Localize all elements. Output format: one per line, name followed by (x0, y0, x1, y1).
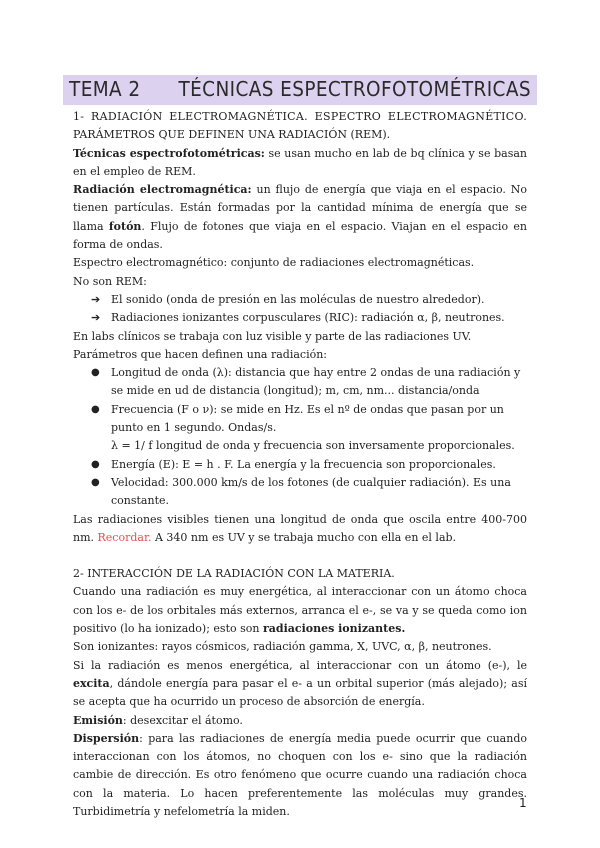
bullet-icon: ● (91, 476, 100, 488)
bullet-icon: ● (91, 367, 100, 379)
title-subject: TÉCNICAS ESPECTROFOTOMÉTRICAS (178, 77, 531, 101)
no-rem-list (73, 291, 527, 328)
paragraph-visibles: Las radiaciones visibles tienen una longitud de onda que oscila entre 400-700 nm. Recordar. A 340 nm es UV y se trabaja mucho con ella en el lab. (73, 512, 527, 544)
list-item: ● Longitud de onda (λ): distancia que hay entre 2 ondas de una radiación y se mide en ud de distancia (longitud); m, cm, nm... distancia/onda (91, 366, 521, 398)
bullet-icon: ● (91, 403, 100, 415)
page-number: 1 (519, 796, 527, 810)
paragraph-espectro: Espectro electromagnético: conjunto de radiaciones electromagnéticas. (73, 256, 475, 270)
list-item: ➔ El sonido (onda de presión en las moléculas de nuestro alrededor). (73, 291, 527, 309)
paragraph-radiacion: Radiación electromagnética: un flujo de energía que viaja en el espacio. No tienen partículas. Están formadas por la cantidad mínima de energía que se llama fotón. Flujo de fotones que viaja en el espacio. Viajan en el espacio en forma de ondas. (73, 183, 528, 252)
title-topic: TEMA 2 (69, 77, 141, 101)
term-radiacion: Radiación electromagnética: (73, 183, 252, 197)
term-tecnicas: Técnicas espectrofotométricas: (73, 146, 265, 160)
arrow-icon: ➔ (91, 311, 101, 325)
parametros-list (73, 364, 527, 510)
paragraph-emision: Emisión: desexcitar el átomo. (73, 713, 243, 727)
recordar-note: Recordar. (97, 530, 152, 544)
section-2-heading: 2- INTERACCIÓN DE LA RADIACIÓN CON LA MATERIA. (73, 567, 395, 581)
section-1-heading-line2: PARÁMETROS QUE DEFINEN UNA RADIACIÓN (REM). (73, 128, 391, 142)
term-radiaciones-ionizantes: radiaciones ionizantes. (262, 622, 406, 636)
term-excita: excita (73, 676, 110, 690)
paragraph-labs: En labs clínicos se trabaja con luz visible y parte de las radiaciones UV. (73, 329, 472, 343)
arrow-icon: ➔ (91, 292, 101, 306)
bullet-icon: ● (91, 458, 100, 470)
term-dispersion: Dispersión (73, 731, 140, 745)
paragraph-tecnicas: Técnicas espectrofotométricas: se usan mucho en lab de bq clínica y se basan en el empleo de REM. (73, 146, 527, 178)
paragraph-ionizacion: Cuando una radiación es muy energética, al interaccionar con un átomo choca con los e- de los orbitales más externos, arranca el e-, se va y se queda como ion positivo (lo ha ionizado); esto son radiaciones ionizantes. (73, 585, 527, 636)
paragraph-excitacion: Si la radiación es menos energética, al interaccionar con un átomo (e-), le excita, dándole energía para pasar el e- a un orbital superior (más alejado); así se acepta que ha ocurrido un proceso de absorción de energía. (73, 658, 527, 709)
list-item: ➔ Radiaciones ionizantes corpusculares (RIC): radiación α, β, neutrones. (73, 309, 527, 327)
page-title (63, 75, 537, 105)
list-item: ● Frecuencia (F o ν): se mide en Hz. Es el nº de ondas que pasan por un punto en 1 segundo. Ondas/s. (91, 402, 504, 435)
paragraph-dispersion: Dispersión: para las radiaciones de energía media puede ocurrir que cuando interaccionan con los átomos, no choquen con los e- sino que la radiación cambie de dirección. Es otro fenómeno que ocurre cuando una radiación choca con la materia. Lo hacen preferentemente las moléculas muy grandes. Turbidimetría y nefelometría la miden. (73, 731, 527, 818)
list-item: ● Velocidad: 300.000 km/s de los fotones (de cualquier radiación). Es una constante. (91, 475, 511, 508)
title-block (0, 75, 600, 105)
section-1-heading-line1: 1- RADIACIÓN ELECTROMAGNÉTICA. ESPECTRO ELECTROMAGNÉTICO. (73, 110, 527, 123)
term-foton: fotón (108, 219, 142, 233)
lambda-note: λ = 1/ f longitud de onda y frecuencia son inversamente proporcionales. (111, 439, 515, 453)
paragraph-ionizantes: Son ionizantes: rayos cósmicos, radiación gamma, X, UVC, α, β, neutrones. (73, 640, 492, 654)
paragraph-parametros: Parámetros que hacen definen una radiación: (73, 347, 328, 361)
document-body (73, 108, 527, 821)
paragraph-no-rem: No son REM: (73, 274, 147, 288)
list-item: ● Energía (E): E = h . F. La energía y la frecuencia son proporcionales. (73, 456, 527, 474)
term-emision: Emisión (73, 713, 123, 727)
